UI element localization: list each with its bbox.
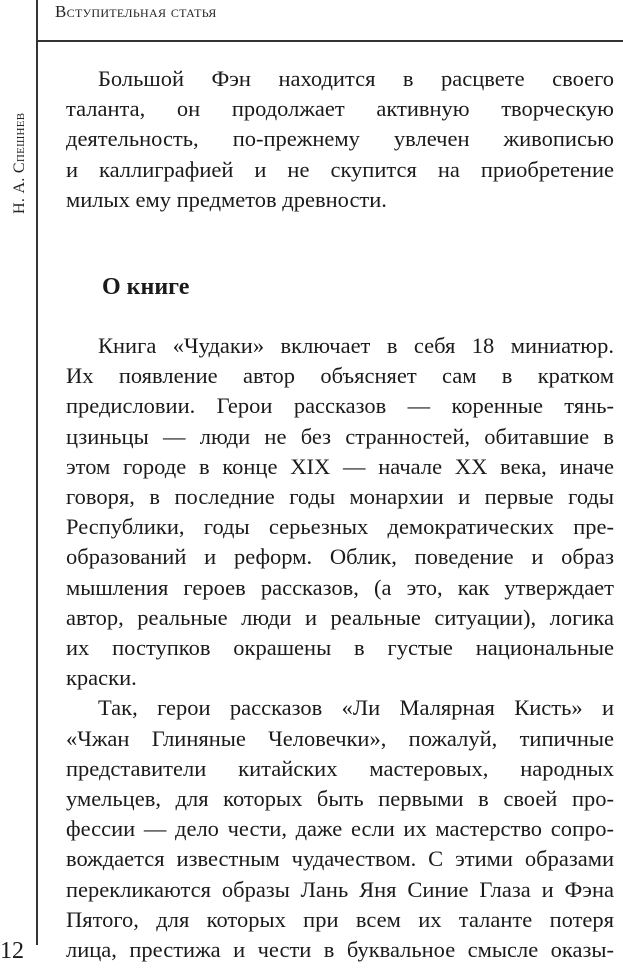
paragraph-2 [66,331,614,693]
text-line: их поступков окрашены в густые национальные [66,635,614,661]
text-line: Книга «Чудаки» включает в себя 18 миниатюр. [98,333,614,359]
paragraph-1 [66,64,614,215]
paragraph-3 [66,693,614,965]
text-line: Республики, годы серьезных демократических пре- [66,514,614,540]
text-line: Большой Фэн находится в расцвете своего [98,66,614,91]
text-line: таланта, он продолжает активную творческую [66,96,614,122]
page-body [66,64,614,965]
text-line: этом городе в конце XIX — начале XX века, иначе [66,453,614,479]
text-line: перекликаются образы Лань Яня Синие Глаза и Фэна [66,876,614,902]
text-line: мышления героев рассказов, (а это, как утверждает [66,574,614,600]
text-line: вождается известным чудачеством. С этими образами [66,846,614,872]
text-line: Их появление автор объясняет сам в кратком [66,363,614,389]
text-line: лица, престижа и чести в буквальное смысле оказы- [66,937,614,963]
text-line: цзиньцы — люди не без странностей, обитавшие в [66,423,614,449]
page-number: 12 [0,938,24,964]
text-line: краски. [66,665,137,691]
text-line: умельцев, для которых быть первыми в своей про- [66,786,614,812]
margin-rule [36,0,38,945]
text-line: фессии — дело чести, даже если их мастерство сопро- [66,816,614,842]
author-vertical-label: Н. А. Спешнев [11,112,28,214]
text-line: милых ему предметов древности. [66,186,387,212]
text-line: говоря, в последние годы монархии и первые годы [66,484,614,510]
text-line: представители китайских мастеровых, народных [66,755,614,781]
text-line: «Чжан Глиняные Человечки», пожалуй, типичные [66,725,614,751]
text-line: и каллиграфией и не скупится на приобретение [66,156,614,182]
section-heading: О книге [102,274,190,301]
header-rule [36,40,623,42]
text-line: образований и реформ. Облик, поведение и образ [66,544,614,570]
text-line: деятельность, по-прежнему увлечен живописью [66,126,614,152]
text-line: Так, герои рассказов «Ли Малярная Кисть» и [98,695,614,721]
text-line: автор, реальные люди и реальные ситуации), логика [66,604,614,630]
text-line: предисловии. Герои рассказов — коренные тянь- [66,393,614,419]
text-line: Пятого, для которых при всем их таланте потеря [66,906,614,932]
running-head: Вступительная статья [55,2,217,21]
